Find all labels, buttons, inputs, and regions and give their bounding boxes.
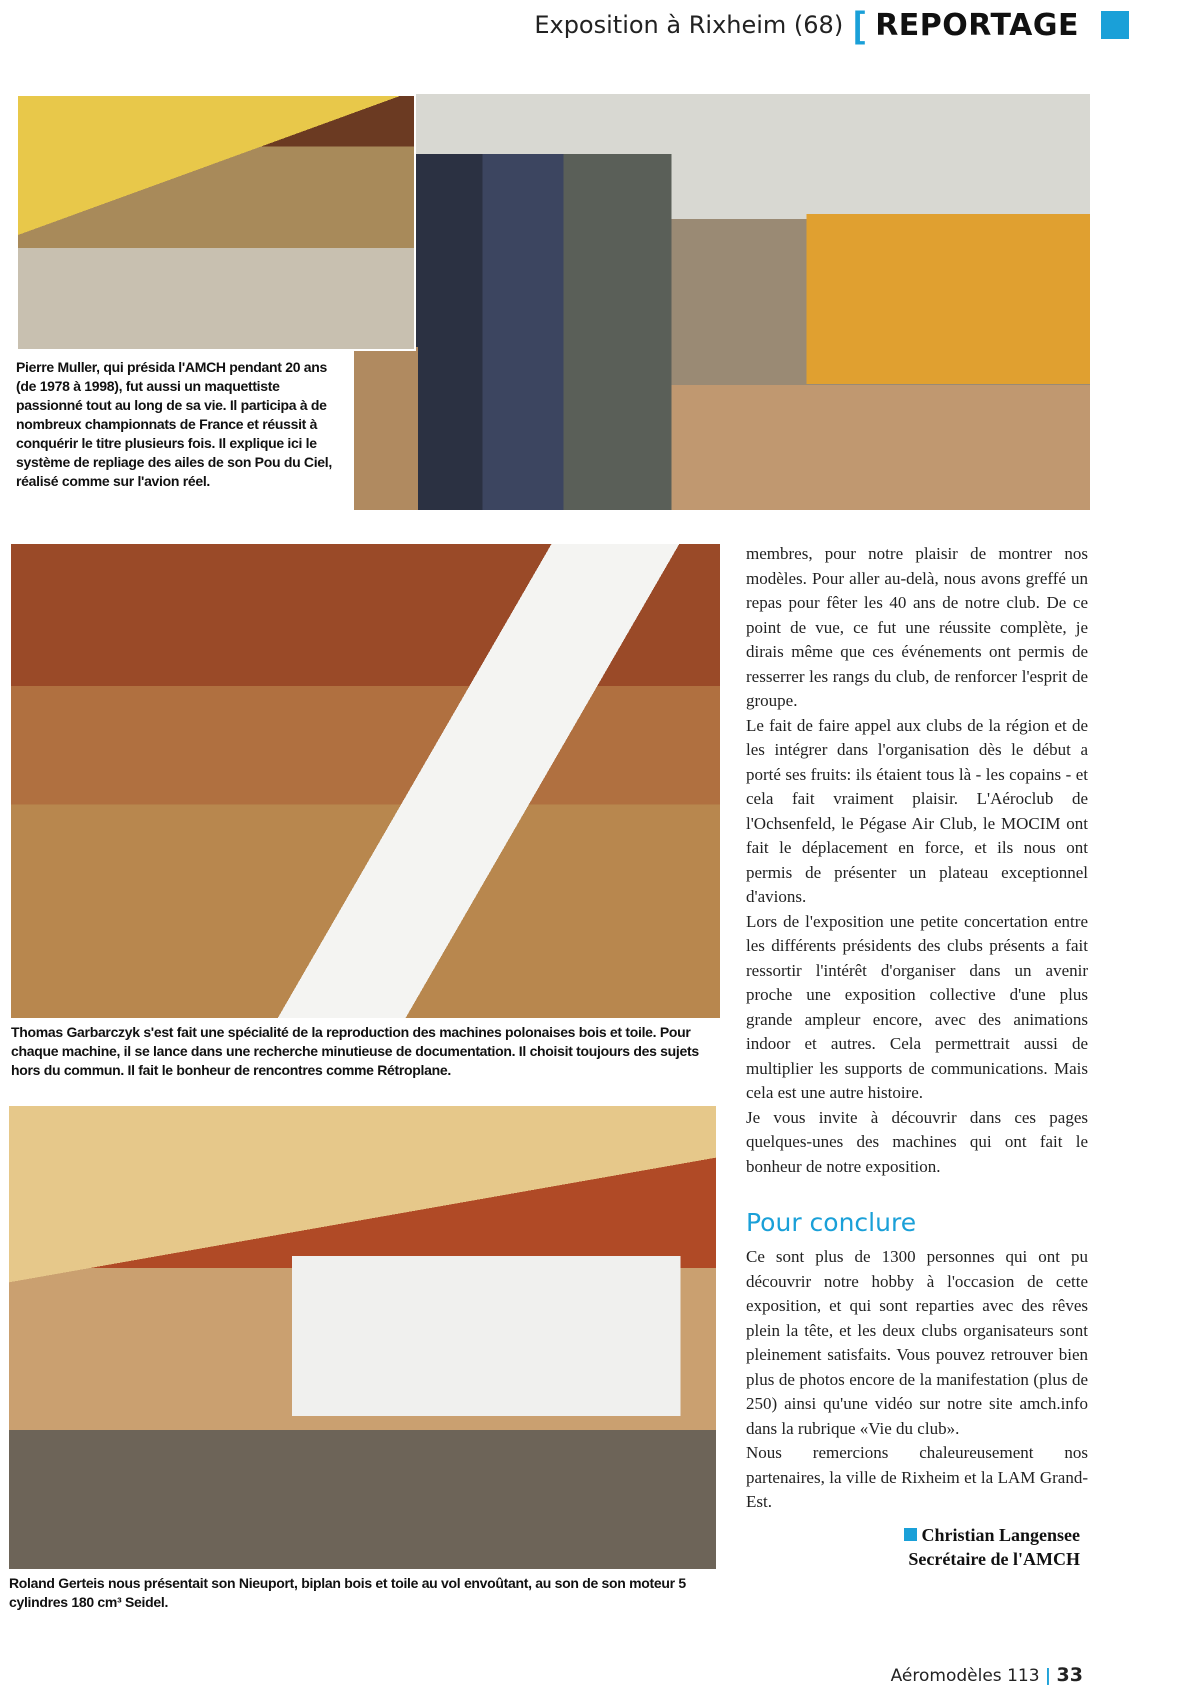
photo-visitors-extension: [354, 347, 418, 510]
author-name: Christian Langensee: [921, 1524, 1080, 1545]
article-column: [746, 542, 1088, 1179]
section-title: REPORTAGE: [875, 7, 1079, 43]
conclusion-column: [746, 1245, 1088, 1515]
article-flow: [746, 542, 1088, 1571]
article-paragraph: Lors de l'exposition une petite concertation entre les différents présidents des clubs présents a fait ressortir l'intérêt d'organiser dans un avenir proche une exposition collective d'une plus grande ampleur encore, avec des animations indoor et autres. Cela permettrait aussi de multiplier les supports de communications. Mais cela est une autre histoire.: [746, 911, 1088, 1102]
photo-visitors-pou-du-ciel: [415, 94, 1090, 510]
issue-number: 113: [1007, 1666, 1040, 1686]
caption-roland-gerteis: Roland Gerteis nous présentait son Nieuport, biplan bois et toile au vol envoûtant, au son de son moteur 5 cylindres 180 cm³ Seidel.: [9, 1575, 686, 1610]
article-paragraph: membres, pour notre plaisir de montrer nos modèles. Pour aller au-delà, nous avons greffé un repas pour fêter les 40 ans de notre club. De ce point de vue, ce fut une réussite complète, je dirais même que ces événements ont permis de resserrer les rangs du club, de renforcer l'esprit de groupe.: [746, 544, 1088, 710]
conclusion-heading: Pour conclure: [746, 1208, 917, 1237]
header-bracket: [: [853, 4, 866, 45]
article-paragraph: Le fait de faire appel aux clubs de la région et de les intégrer dans l'organisation dès le début a porté ses fruits: ils étaient tous là - les copains - et cela fait vraiment plaisir. L'Aéroclub de l'Ochsenfeld, le Pégase Air Club, le MOCIM ont fait le déplacement en force, et ils nous ont permis de présenter un plateau exceptionnel d'avions.: [746, 715, 1088, 906]
footer-separator: |: [1044, 1666, 1052, 1686]
caption-pierre-muller: Pierre Muller, qui présida l'AMCH pendant 20 ans (de 1978 à 1998), fut aussi un maquettiste passionné tout au long de sa vie. Il participa à de nombreux championnats de France et réussit à conquérir le titre plusieurs fois. Il explique ici le système de repliage des ailes de son Pou du Ciel, réalisé comme sur l'avion réel.: [16, 359, 332, 489]
accent-square: [904, 1528, 917, 1541]
page-header: [534, 4, 1129, 46]
author-role: Secrétaire de l'AMCH: [908, 1548, 1080, 1569]
caption-thomas-garbarczyk: Thomas Garbarczyk s'est fait une spécialité de la reproduction des machines polonaises bois et toile. Pour chaque machine, il se lance dans une recherche minutieuse de documentation. Il choisit toujours des sujets hors du commun. Il fait le bonheur de rencontres comme Rétroplane.: [11, 1024, 699, 1078]
photo-folding-wing: [16, 94, 416, 351]
author-signature: [746, 1523, 1080, 1571]
magazine-name: Aéromodèles: [890, 1666, 1002, 1686]
page-number: 33: [1056, 1664, 1083, 1686]
photo-nieuport-biplane: [9, 1106, 716, 1569]
conclusion-paragraph: Ce sont plus de 1300 personnes qui ont pu découvrir notre hobby à l'occasion de cette exposition, et qui sont reparties avec des rêves plein la tête, et les deux clubs organisateurs sont pleinement satisfaits. Vous pouvez retrouver bien plus de photos encore de la manifestation (plus de 250) ainsi qu'une vidéo sur notre site amch.info dans la rubrique «Vie du club».: [746, 1247, 1088, 1438]
header-subtitle: Exposition à Rixheim (68): [534, 11, 844, 39]
conclusion-paragraph: Nous remercions chaleureusement nos partenaires, la ville de Rixheim et la LAM Grand-Est.: [746, 1443, 1088, 1511]
article-paragraph: Je vous invite à découvrir dans ces pages quelques-unes des machines qui ont fait le bonheur de notre exposition.: [746, 1107, 1088, 1176]
page-footer: [891, 1664, 1083, 1686]
accent-square: [1101, 11, 1129, 39]
photo-polish-gliders: [11, 544, 720, 1018]
